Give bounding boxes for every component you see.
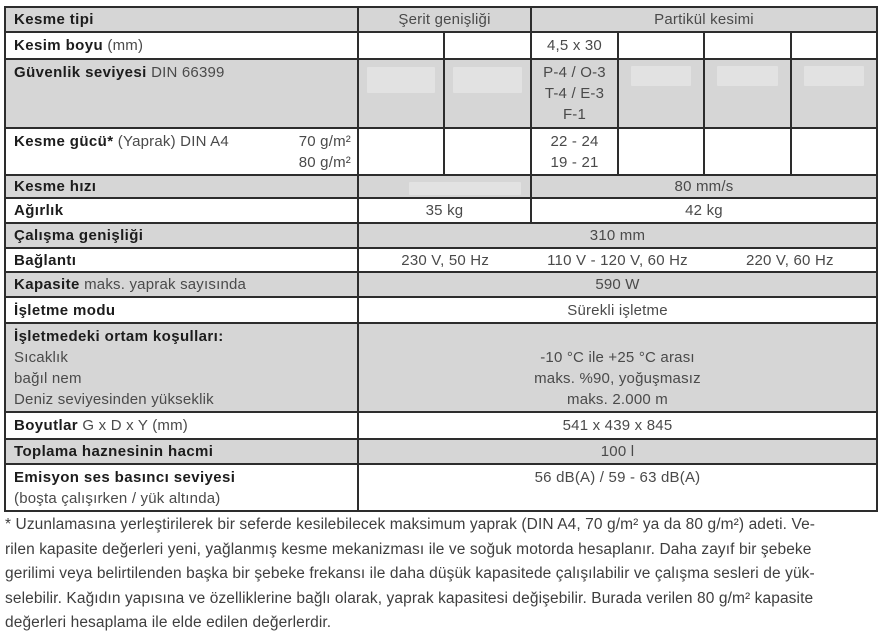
baglanti-label: Bağlantı <box>14 251 77 269</box>
empty-cell <box>358 32 444 59</box>
redacted-patch <box>631 66 691 86</box>
isletme-modu-label-cell <box>5 297 358 323</box>
kesme-gucu-label-wrap <box>14 131 229 152</box>
ortam-value-line: maks. %90, yoğuşmasız <box>534 370 701 387</box>
redacted-cell <box>618 59 704 128</box>
guvenlik-label-cell <box>5 59 358 128</box>
footnote-line: * Uzunlamasına yerleştirilerek bir seferde kesilebilecek maksimum yaprak (DIN A4, 70 g/m² ya da 80 g/m²) adeti. Ve- <box>5 516 816 533</box>
calisma-value: 310 mm <box>358 223 877 248</box>
ortam-value-cell <box>358 323 877 412</box>
kesme-gucu-note: (Yaprak) DIN A4 <box>113 133 229 150</box>
kesme-gucu-value-cell <box>531 128 618 175</box>
kesme-gucu-paper-weights <box>299 131 353 173</box>
toplama-label-cell <box>5 439 358 464</box>
baglanti-value-eu: 230 V, 50 Hz <box>401 251 490 269</box>
kesim-boyu-unit: (mm) <box>103 37 144 54</box>
kesim-boyu-label-cell <box>5 32 358 59</box>
redacted-cell <box>444 59 531 128</box>
redacted-patch <box>804 66 864 86</box>
ortam-sub-line: Sıcaklık <box>14 349 69 366</box>
footnote-line: selebilir. Kağıdın yapısına ve özelliklerine bağlı olarak, yaprak kapasitesi değişebilir. Burada verilen 80 g/m² kapasite <box>5 589 814 607</box>
paper-weight-line: 70 g/m² <box>298 133 351 150</box>
table-row-guvenlik <box>5 59 877 128</box>
table-row-emisyon <box>5 464 877 511</box>
emisyon-label: Emisyon ses basıncı seviyesi <box>14 469 236 486</box>
table-row-kesme-gucu <box>5 128 877 175</box>
calisma-label-cell <box>5 223 358 248</box>
emisyon-value: 56 dB(A) / 59 - 63 dB(A) <box>358 464 877 511</box>
kesme-gucu-value-line: 19 - 21 <box>550 154 599 171</box>
empty-cell <box>444 128 531 175</box>
guvenlik-norm: DIN 66399 <box>146 64 225 81</box>
kesme-hizi-value: 80 mm/s <box>531 175 877 198</box>
guvenlik-label: Güvenlik seviyesi <box>14 64 147 81</box>
kesme-gucu-label: Kesme gücü* <box>14 133 114 150</box>
toplama-value: 100 l <box>358 439 877 464</box>
kapasite-label: Kapasite <box>14 276 80 293</box>
table-row-agirlik <box>5 198 877 223</box>
table-row-baglanti <box>5 248 877 272</box>
header-kesme-tipi <box>5 7 358 32</box>
redacted-cell <box>704 59 791 128</box>
empty-cell <box>704 128 791 175</box>
kesme-gucu-value-line: 22 - 24 <box>550 133 599 150</box>
redacted-patch <box>409 182 521 195</box>
spacer <box>359 326 876 347</box>
redacted-cell <box>791 59 877 128</box>
emisyon-label-cell <box>5 464 358 511</box>
paper-weight-line: 80 g/m² <box>298 154 351 171</box>
guvenlik-value-line: P-4 / O-3 <box>543 64 606 81</box>
empty-cell <box>791 128 877 175</box>
table-row-isletme-modu <box>5 297 877 323</box>
footnote-line: rilen kapasite değerleri yeni, yağlanmış kesme mekanizması ile ve soğuk motorda hesaplanır. Daha zayıf bir şebeke <box>5 540 812 558</box>
table-row-toplama-haznesi <box>5 439 877 464</box>
empty-cell <box>618 32 704 59</box>
ortam-label: İşletmedeki ortam koşulları: <box>14 328 224 345</box>
table-row-boyutlar <box>5 412 877 439</box>
table-row-ortam-kosullari <box>5 323 877 412</box>
isletme-modu-label: İşletme modu <box>14 301 116 319</box>
kapasite-note: maks. yaprak sayısında <box>79 276 247 293</box>
redacted-patch <box>453 67 522 93</box>
footnote-line: gerilimi veya belirtilenden başka bir şebeke frekansı ile daha düşük kapasitede çalışılabilir ve çalışma sesleri de yük- <box>5 565 815 582</box>
guvenlik-value-cell <box>531 59 618 128</box>
boyutlar-label-cell <box>5 412 358 439</box>
toplama-label: Toplama haznesinin hacmi <box>14 443 214 460</box>
empty-cell <box>444 32 531 59</box>
boyutlar-note: G x D x Y (mm) <box>78 417 188 434</box>
table-row-kapasite <box>5 272 877 297</box>
emisyon-sub-label: (boşta çalışırken / yük altında) <box>14 490 221 507</box>
header-serit-genisligi: Şerit genişliği <box>358 7 531 32</box>
ortam-label-cell <box>5 323 358 412</box>
isletme-modu-value: Sürekli işletme <box>358 297 877 323</box>
agirlik-label-cell <box>5 198 358 223</box>
ortam-value-line: maks. 2.000 m <box>567 391 668 408</box>
kesme-hizi-label-cell <box>5 175 358 198</box>
boyutlar-value: 541 x 439 x 845 <box>358 412 877 439</box>
kapasite-label-cell <box>5 272 358 297</box>
guvenlik-value-line: F-1 <box>562 106 587 123</box>
ortam-value-line: -10 °C ile +25 °C arası <box>540 349 695 366</box>
calisma-label: Çalışma genişliği <box>14 227 144 244</box>
redacted-cell <box>358 175 531 198</box>
ortam-sub-line: bağıl nem <box>14 370 82 387</box>
baglanti-label-cell <box>5 248 358 272</box>
table-row-header <box>5 7 877 32</box>
empty-cell <box>791 32 877 59</box>
agirlik-label: Ağırlık <box>14 202 64 219</box>
redacted-patch <box>717 66 778 86</box>
kesme-hizi-label: Kesme hızı <box>14 178 97 195</box>
empty-cell <box>358 128 444 175</box>
table-row-kesme-hizi <box>5 175 877 198</box>
baglanti-value-us: 110 V - 120 V, 60 Hz <box>547 251 688 269</box>
boyutlar-label: Boyutlar <box>14 417 79 434</box>
footnote-line: değerleri hesaplama ile elde edilen değerlerdir. <box>5 614 332 631</box>
ortam-sub-line: Deniz seviyesinden yükseklik <box>14 391 214 408</box>
header-partikul-kesimi: Partikül kesimi <box>531 7 877 32</box>
guvenlik-value-line: T-4 / E-3 <box>544 85 605 102</box>
kesim-boyu-label: Kesim boyu <box>14 37 104 54</box>
baglanti-value-other: 220 V, 60 Hz <box>745 251 834 269</box>
agirlik-serit-value: 35 kg <box>358 198 531 223</box>
empty-cell <box>618 128 704 175</box>
agirlik-partikul-value: 42 kg <box>531 198 877 223</box>
redacted-patch <box>367 67 435 93</box>
header-kesme-tipi-label: Kesme tipi <box>14 11 94 28</box>
baglanti-value-cell <box>358 248 877 272</box>
empty-cell <box>704 32 791 59</box>
footnote <box>5 513 877 636</box>
spec-table <box>4 6 878 512</box>
kesme-gucu-label-cell <box>5 128 358 175</box>
kapasite-value: 590 W <box>358 272 877 297</box>
redacted-cell <box>358 59 444 128</box>
table-row-calisma-genisligi <box>5 223 877 248</box>
kesim-boyu-value: 4,5 x 30 <box>531 32 618 59</box>
table-row-kesim-boyu <box>5 32 877 59</box>
